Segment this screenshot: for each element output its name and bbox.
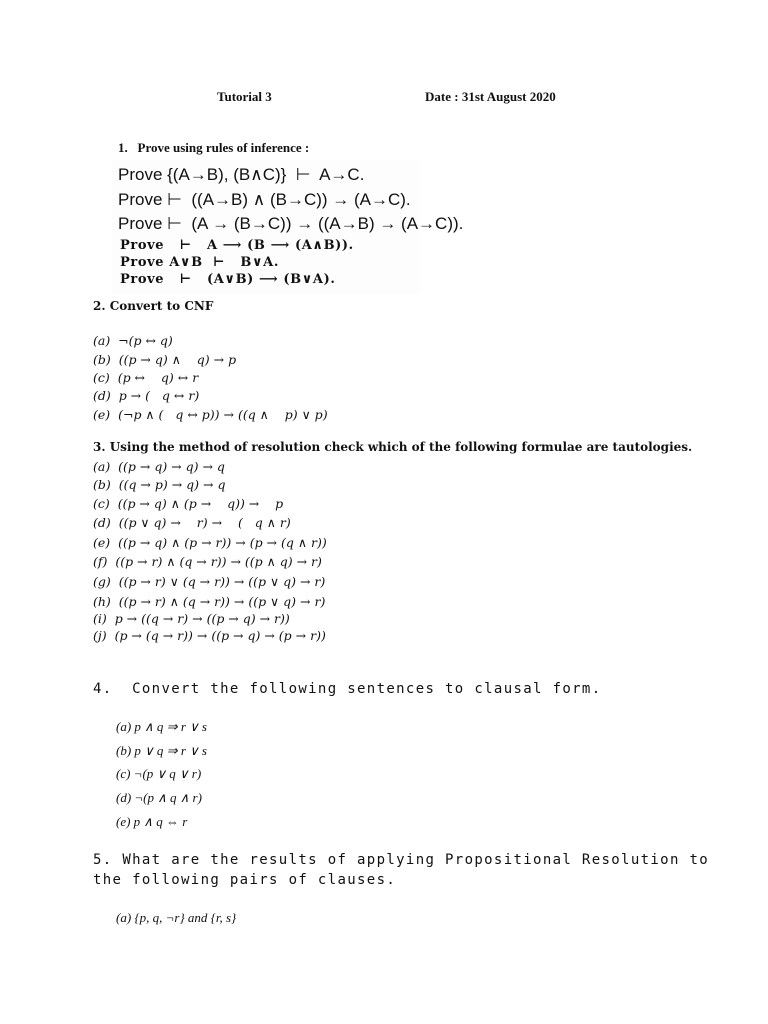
- q2-item-c: (c) (p ↔ q) ↔ r: [93, 370, 199, 385]
- tutorial-date: Date : 31st August 2020: [425, 89, 556, 104]
- q4-item-a: (a) p ∧ q ⇒ r ∨ s: [116, 719, 207, 734]
- q3-item-h: (h) ((p → r) ∧ (q → r)) → ((p ∨ q) → r): [93, 594, 326, 609]
- q3-item-i: (i) p → ((q → r) → ((p → q) → r)): [93, 611, 290, 626]
- q3-item-e: (e) ((p → q) ∧ (p → r)) → (p → (q ∧ r)): [93, 535, 327, 550]
- q4-item-d: (d) ¬(p ∧ q ∧ r): [116, 790, 202, 805]
- q1-line-6: Prove ⊢ (A∨B) ⟶ (B∨A).: [120, 272, 336, 287]
- q5-title-line-2: the following pairs of clauses.: [93, 872, 397, 888]
- q4-title: 4. Convert the following sentences to clausal form.: [93, 681, 602, 697]
- q1-line-3: Prove ⊢ (A → (B→C)) → ((A→B) → (A→C)).: [118, 214, 464, 233]
- q2-item-a: (a) ¬(p ↔ q): [93, 333, 173, 348]
- q3-item-f: (f) ((p → r) ∧ (q → r)) → ((p ∧ q) → r): [93, 554, 322, 569]
- q3-item-c: (c) ((p → q) ∧ (p → q)) → p: [93, 496, 284, 511]
- q2-title: 2. Convert to CNF: [93, 299, 214, 313]
- q1-line-2: Prove ⊢ ((A→B) ∧ (B→C)) → (A→C).: [118, 190, 411, 209]
- q5-title-line-1: 5. What are the results of applying Propositional Resolution to: [93, 852, 710, 868]
- q1-line-5: Prove A∨B ⊢ B∨A.: [120, 255, 279, 270]
- q3-title: 3. Using the method of resolution check which of the following formulae are tautologies.: [93, 440, 693, 454]
- q3-item-g: (g) ((p → r) ∨ (q → r)) → ((p ∨ q) → r): [93, 574, 326, 589]
- q4-item-c: (c) ¬(p ∨ q ∨ r): [116, 766, 202, 781]
- q3-item-d: (d) ((p ∨ q) → r) → ( q ∧ r): [93, 515, 291, 530]
- q1-title: 1. Prove using rules of inference :: [118, 140, 310, 155]
- q3-item-j: (j) (p → (q → r)) → ((p → q) → (p → r)): [93, 628, 326, 643]
- q3-item-a: (a) ((p → q) → q) → q: [93, 459, 225, 474]
- tutorial-title: Tutorial 3: [217, 89, 272, 104]
- q4-item-b: (b) p ∨ q ⇒ r ∨ s: [116, 743, 207, 758]
- q3-item-b: (b) ((q → p) → q) → q: [93, 477, 226, 492]
- q4-item-e: (e) p ∧ q ⇔ r: [116, 814, 188, 829]
- q1-line-4: Prove ⊢ A ⟶ (B ⟶ (A∧B)).: [120, 238, 354, 253]
- q1-line-1: Prove {(A→B), (B∧C)} ⊢ A→C.: [118, 165, 365, 184]
- q2-item-b: (b) ((p → q) ∧ q) → p: [93, 352, 237, 367]
- q2-item-d: (d) p → ( q ↔ r): [93, 388, 200, 403]
- q2-item-e: (e) (¬p ∧ ( q ↔ p)) → ((q ∧ p) ∨ p): [93, 407, 328, 422]
- q5-item-a: (a) {p, q, ¬r} and {r, s}: [116, 910, 237, 925]
